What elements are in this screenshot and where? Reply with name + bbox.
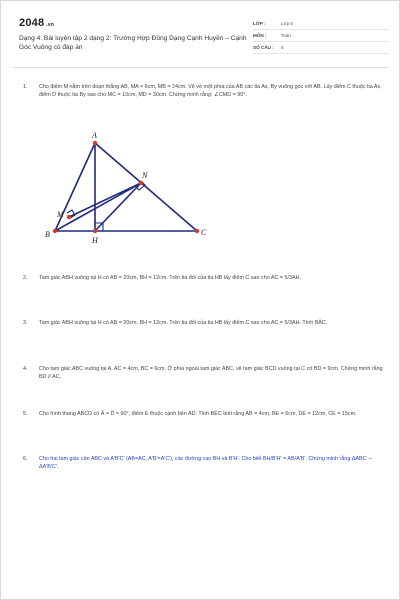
meta-row-class — [253, 18, 389, 30]
question-number: 3. — [23, 320, 28, 326]
label-c: C — [201, 228, 207, 237]
meta-panel — [253, 18, 389, 54]
question-number: 4. — [23, 366, 28, 372]
point-c — [195, 229, 199, 233]
question-number: 1. — [23, 84, 28, 90]
point-a — [93, 141, 97, 145]
label-a: A — [92, 131, 97, 140]
point-m — [67, 215, 71, 219]
label-h: H — [92, 236, 98, 245]
meta-label: MÔN : — [253, 33, 267, 38]
question-number: 5. — [23, 411, 28, 417]
segment-ac — [95, 143, 197, 231]
segment-bn — [55, 183, 141, 231]
question-5 — [23, 410, 383, 418]
meta-label: LỚP : — [253, 21, 266, 26]
brand-name: 2048 — [19, 17, 45, 29]
question-text: Tam giác ABH vuông tại H có AB = 20cm, BH = 12cm. Trên tia đối của tia HB lấy điểm C sao cho AC = 5/3AH. Tính BÂC. — [39, 320, 328, 326]
point-n — [139, 181, 143, 185]
label-m: M — [57, 210, 64, 219]
question-2 — [23, 274, 383, 282]
meta-value: 6 — [281, 45, 284, 50]
meta-value: Toán — [281, 33, 291, 38]
meta-label: SỐ CÂU : — [253, 45, 274, 50]
label-n: N — [142, 171, 148, 180]
question-1 — [23, 83, 383, 99]
header-divider — [13, 67, 389, 68]
question-text: Cho tam giác ABC vuông tại A, AC = 4cm, BC = 6cm. Ở phía ngoài tam giác ABC, vẽ tam giác BCD vuông tại C có BD = 9cm. Chứng minh rằng BD // AC. — [39, 366, 383, 380]
meta-row-subject — [253, 30, 389, 42]
question-text: Cho hình thang ABCD có Â = D̂ = 90°, điểm E thuộc cạnh bên AD. Tính BÊC biết rằng AB = 4cm, BE = 5cm, DE = 12cm, CE = 15cm. — [39, 411, 357, 417]
question-number: 6. — [23, 456, 28, 462]
question-text: Tam giác ABH vuông tại H có AB = 20cm, BH = 12cm. Trên tia đối của tia HB lấy điểm C sao cho AC = 5/3AH. — [39, 275, 302, 281]
brand-suffix: .vn — [46, 22, 55, 28]
label-b: B — [45, 230, 50, 239]
question-text: Cho hai tam giác cân ABC và A'B'C' (AB=AC, A'B'=A'C'), các đường cao BH và B'H'. Cho biết BH/B'H' = AB/A'B'. Chứng minh rằng ΔABC ∽ ΔA'B'C'. — [39, 456, 373, 470]
question-4 — [23, 365, 383, 381]
brand-logo[interactable] — [19, 17, 54, 29]
segment-mn — [69, 183, 141, 217]
segment-hn — [95, 183, 141, 231]
meta-value: Lớp 8 — [281, 21, 293, 26]
header — [13, 9, 389, 59]
point-b — [53, 229, 57, 233]
question-6 — [23, 455, 383, 471]
question-text: Cho điểm M nằm trên đoạn thẳng AB, MA = 6cm, MB = 24cm. Vẽ về một phía của AB các tia Ax, By vuông góc với AB. Lấy điểm C thuộc tia Ax, điểm D thuộc tia By sao cho MC = 10cm, MD = 30cm. Chứng minh rằng: ∠CMD = 90°. — [39, 84, 382, 98]
question-number: 2. — [23, 275, 28, 281]
meta-row-count — [253, 42, 389, 54]
point-h — [93, 229, 97, 233]
geometry-figure — [41, 129, 221, 254]
question-3 — [23, 319, 383, 327]
page-title: Dạng 4: Bài luyện tập 2 dạng 2: Trường Hợp Đồng Dạng Cạnh Huyền – Cạnh Góc Vuông có đáp án — [19, 35, 247, 51]
